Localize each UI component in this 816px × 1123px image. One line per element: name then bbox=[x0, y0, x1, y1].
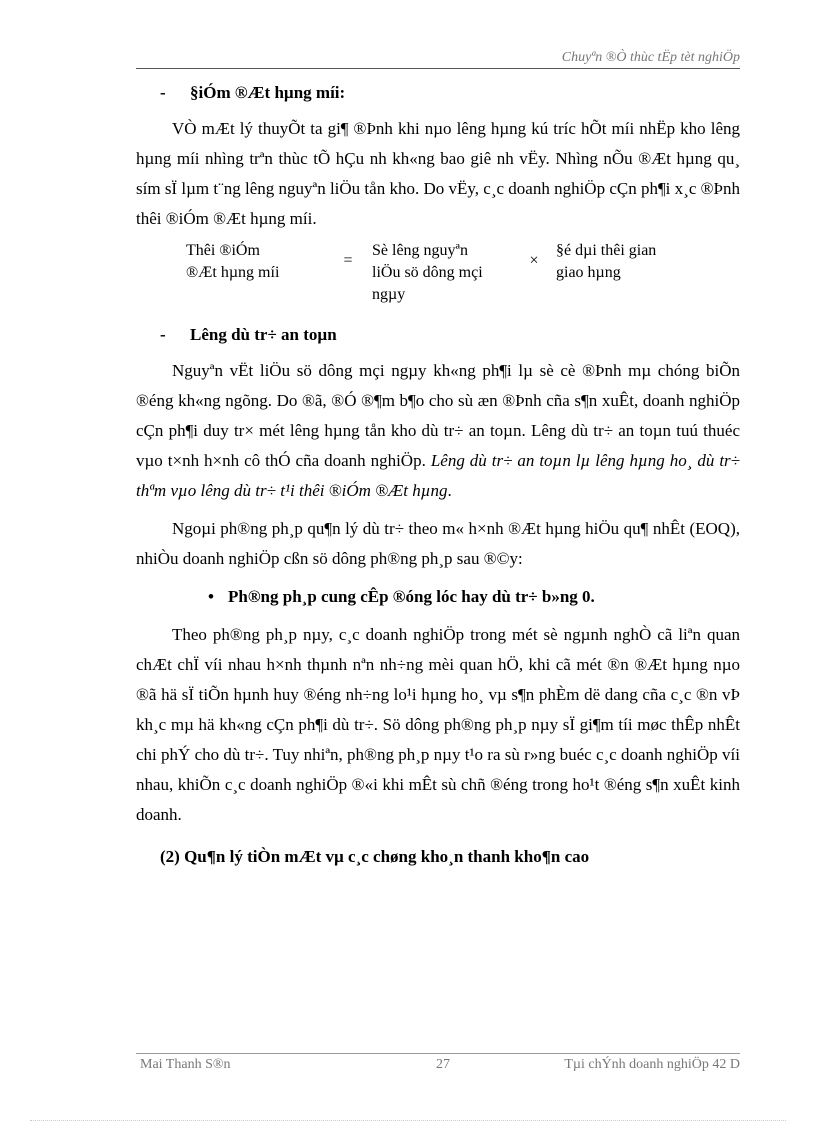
page-bottom-border bbox=[30, 1120, 786, 1121]
footer-class: Tµi chÝnh doanh nghiÖp 42 D bbox=[564, 1057, 740, 1072]
page-header-title: Chuyªn ®Ò thùc tËp tèt nghiÖp bbox=[561, 50, 740, 65]
formula-term-leadtime: §é dµi thêi gian giao hµng bbox=[556, 242, 657, 281]
bullet-just-in-time: • Ph®ng ph¸p cung cÊp ®óng lóc hay dù tr÷ b»ng 0. bbox=[208, 587, 595, 606]
section-heading-cash-management: (2) Qu¶n lý tiÒn mÆt vµ c¸c chøng kho¸n thanh kho¶n cao bbox=[160, 847, 590, 866]
section-heading-reorder-point: - §iÓm ®Æt hµng míi: bbox=[160, 83, 346, 102]
paragraph-safety-stock: Nguyªn vËt liÖu sö dông mçi ngµy kh«ng ph¶i lµ sè cè ®Þnh mµ chóng biÕn ®éng kh«ng ngõng. Do ®ã, ®Ó ®¶m b¶o cho sù æn ®Þnh cña s¶n xuÊt, doanh nghiÖp cÇn ph¶i duy tr× mét lêng hµng tån kho dù tr÷ an toµn. Lêng dù tr÷ an toµn tuú thuéc vµo t×nh h×nh cô thÓ cña doanh nghiÖp. Lêng dù tr÷ an toµn lµ lêng hµng ho¸ dù tr÷ thªm vµo lêng dù tr÷ t¹i thêi ®iÓm ®Æt hµng. bbox=[136, 361, 741, 500]
paragraph-reorder-point: VÒ mÆt lý thuyÕt ta gi¶ ®Þnh khi nµo lêng hµng kú tríc hÕt míi nhËp kho lêng hµng míi nhìng trªn thùc tÕ hÇu nh kh«ng bao giê nh vËy. Nhìng nÕu ®Æt hµng qu¸ sím sÏ lµm t¨ng lêng nguyªn liÖu tån kho. Do vËy, c¸c doanh nghiÖp cÇn ph¶i x¸c ®Þnh thêi ®iÓm ®Æt hµng míi. bbox=[136, 119, 740, 228]
formula-equals: = bbox=[343, 252, 353, 269]
paragraph-eoq: Ngoµi ph®ng ph¸p qu¶n lý dù tr÷ theo m« h×nh ®Æt hµng hiÖu qu¶ nhÊt (EOQ), nhiÒu doanh nghiÖp cßn sö dông ph®ng ph¸p sau ®©y: bbox=[136, 519, 740, 568]
footer-author: Mai Thanh S®n bbox=[140, 1057, 231, 1072]
page-content bbox=[136, 78, 740, 872]
reorder-formula bbox=[186, 240, 740, 306]
formula-lhs: Thêi ®iÓm ®Æt hµng míi bbox=[186, 242, 280, 281]
footer-divider bbox=[136, 1053, 740, 1054]
section-heading-safety-stock: - Lêng dù tr÷ an toµn bbox=[160, 325, 337, 344]
formula-times: × bbox=[529, 252, 539, 269]
header-divider bbox=[136, 68, 740, 69]
paragraph-jit: Theo ph®ng ph¸p nµy, c¸c doanh nghiÖp trong mét sè ngµnh nghÒ cã liªn quan chÆt chÏ víi nhau h×nh thµnh nªn nh÷ng mèi quan hÖ, khi cã mét ®n ®Æt hµng nµo ®ã hä sÏ tiÕn hµnh huy ®éng nh÷ng lo¹i hµng ho¸ vµ s¶n phÈm dë dang cña c¸c ®n vÞ kh¸c mµ hä kh«ng cÇn ph¶i dù tr÷. Sö dông ph®ng ph¸p nµy sÏ gi¶m tíi møc thÊp nhÊt chi phÝ cho dù tr÷. Tuy nhiªn, ph®ng ph¸p nµy t¹o ra sù r»ng buéc c¸c doanh nghiÖp víi nhau, khiÕn c¸c doanh nghiÖp ®«i khi mÊt sù chñ ®éng trong ho¹t ®éng s¶n xuÊt kinh doanh. bbox=[136, 625, 740, 824]
page-number: 27 bbox=[436, 1057, 450, 1072]
formula-term-usage: Sè lêng nguyªn liÖu sö dông mçi ngµy bbox=[372, 242, 483, 303]
